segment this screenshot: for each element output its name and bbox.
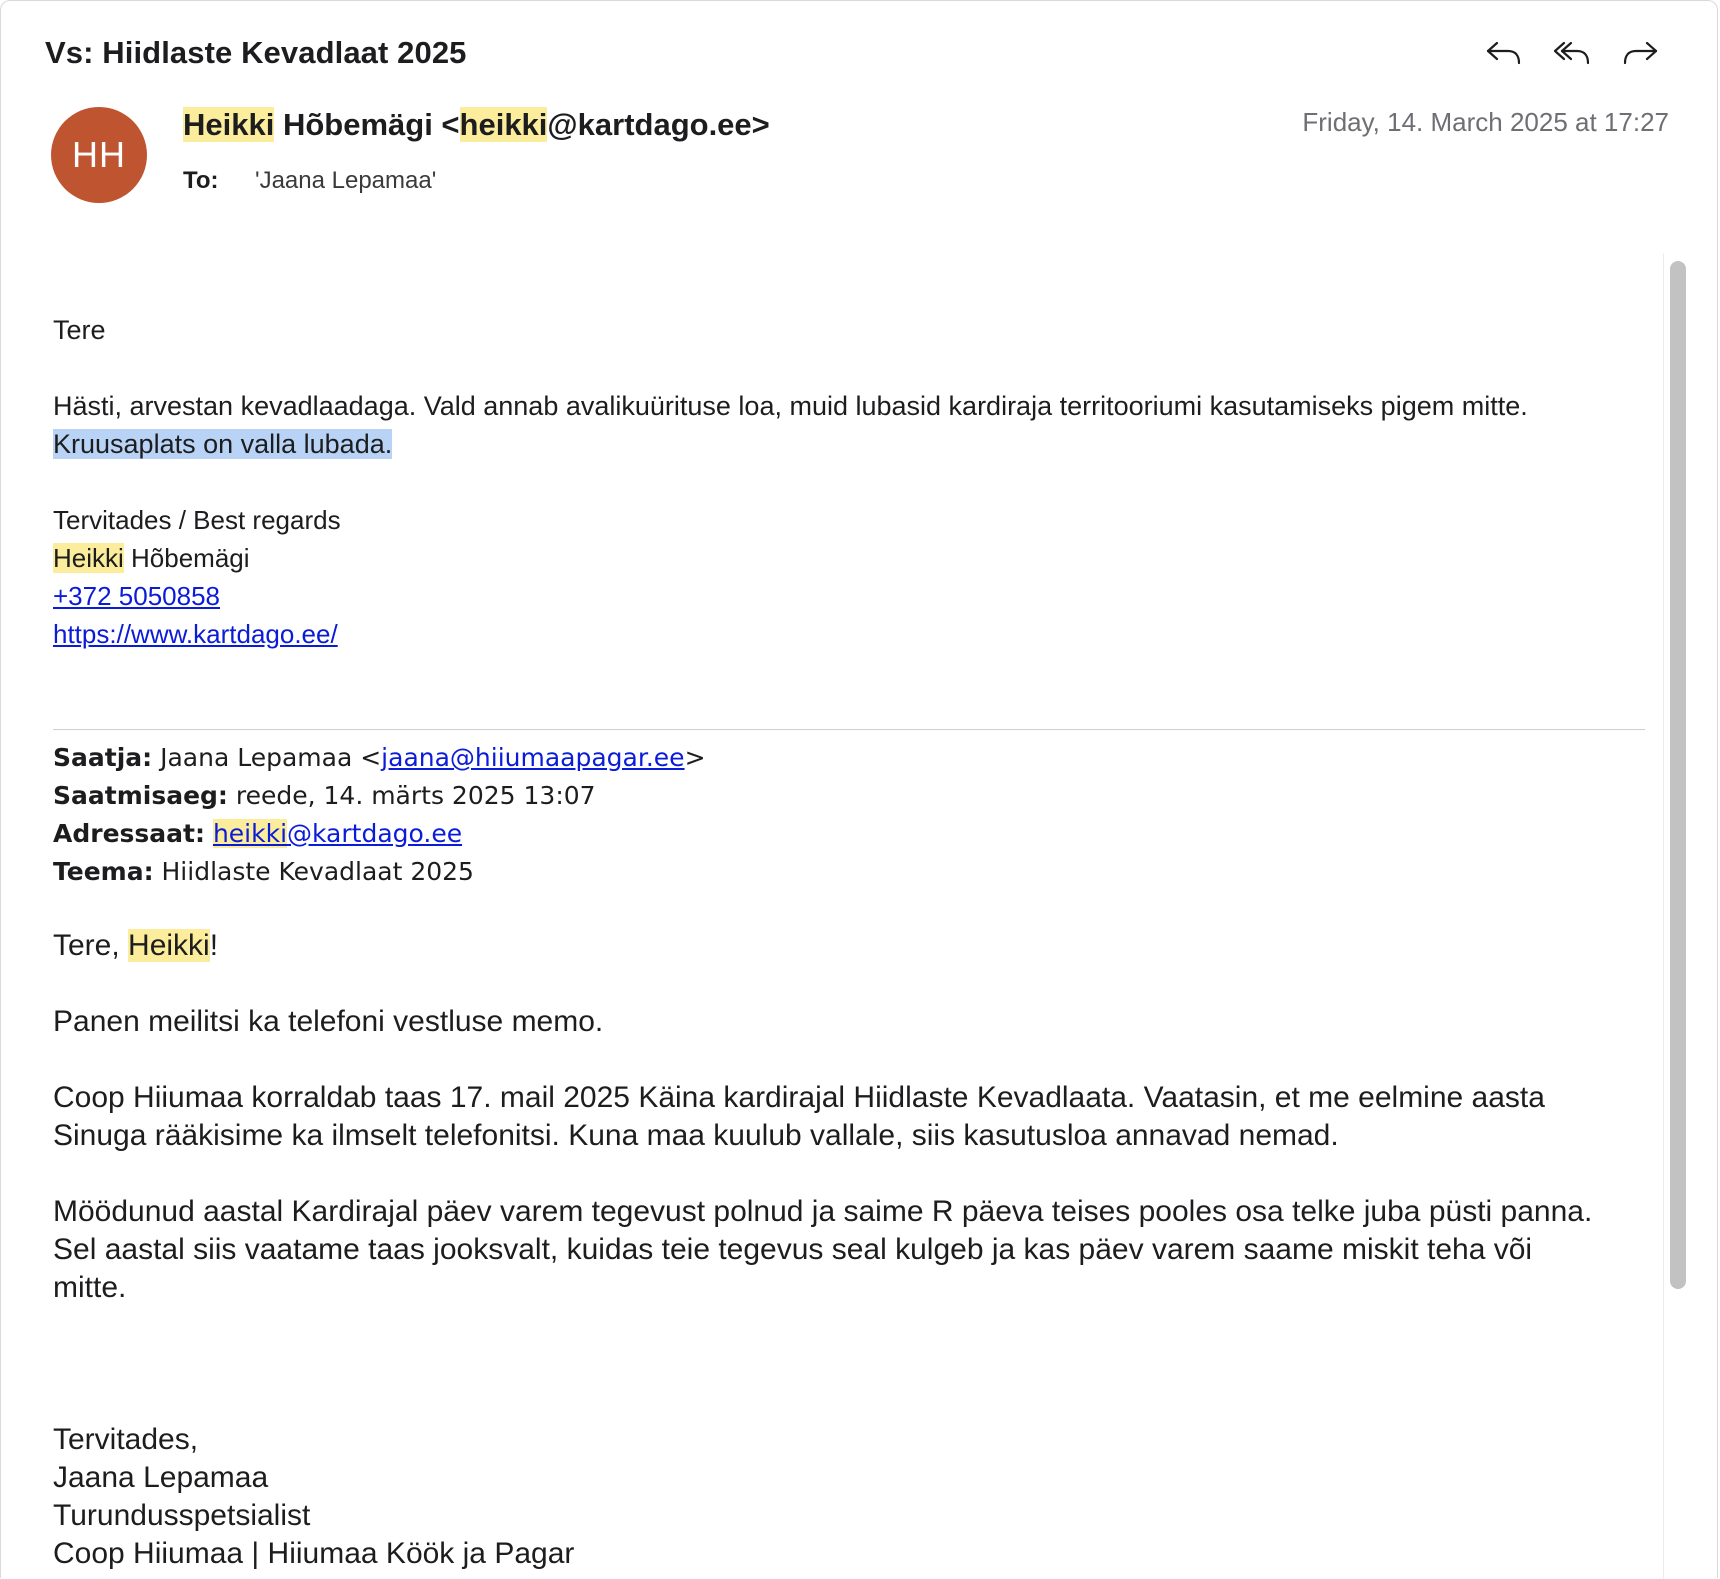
quoted-paragraph-3-line-1: Möödunud aastal Kardirajal päev varem tegevust polnud ja saime R päeva teises pooles osa telke juba püsti panna.: [53, 1195, 1593, 1228]
quoted-sig-name: Jaana Lepamaa: [53, 1461, 269, 1494]
quoted-to-email-user: heikki: [212, 819, 288, 848]
reply-all-button[interactable]: [1551, 35, 1593, 71]
sender-last-name: Hõbemägi <: [274, 107, 460, 142]
quoted-sig-title: Turundusspetsialist: [53, 1499, 311, 1532]
quoted-from: [53, 739, 706, 777]
forward-button[interactable]: [1619, 35, 1661, 71]
sig-last-name: Hõbemägi: [123, 543, 250, 573]
reply-sig-name: [53, 539, 250, 577]
sig-first-name: Heikki: [53, 543, 124, 573]
quoted-sent-value: reede, 14. märts 2025 13:07: [227, 781, 596, 810]
quoted-to: [53, 815, 462, 853]
reply-greeting: Tere: [53, 315, 106, 345]
quoted-subject-value: Hiidlaste Kevadlaat 2025: [153, 857, 474, 886]
sender-email-domain: @kartdago.ee>: [547, 107, 770, 142]
message-date: Friday, 14. March 2025 at 17:27: [1302, 107, 1669, 137]
reply-paragraph: Hästi, arvestan kevadlaadaga. Vald annab avalikuürituse loa, muid lubasid kardiraja territooriumi kasutamiseks pigem mitte.: [53, 391, 1528, 421]
sender-email-user: heikki: [459, 107, 548, 142]
reply-sig-phone-row: [53, 577, 220, 615]
quote-divider: [53, 729, 1645, 730]
quoted-paragraph-2-line-1: Coop Hiiumaa korraldab taas 17. mail 2025 Käina kardirajal Hiidlaste Kevadlaata. Vaatasin, et me eelmine aasta: [53, 1081, 1545, 1114]
quoted-paragraph-3-line-2: Sel aastal siis vaatame taas jooksvalt, kuidas teie tegevus seal kulgeb ja kas päev varem saame miskit teha või: [53, 1233, 1533, 1266]
scrollbar-thumb[interactable]: [1670, 261, 1686, 1289]
reply-icon: [1484, 37, 1524, 69]
reply-paragraph-line2: [53, 425, 392, 463]
quoted-sig-regards: Tervitades,: [53, 1423, 199, 1456]
quoted-from-label: Saatja:: [53, 743, 153, 772]
selected-text: Kruusaplats on valla lubada.: [53, 429, 393, 459]
quoted-greeting-post: !: [209, 929, 219, 962]
recipient-line: [183, 167, 436, 195]
quoted-paragraph-3-line-3: mitte.: [53, 1271, 127, 1304]
reply-all-icon: [1552, 37, 1592, 69]
avatar: HH: [51, 107, 147, 203]
sender-line[interactable]: [183, 107, 770, 143]
phone-link[interactable]: +372 5050858: [53, 581, 221, 611]
quoted-paragraph-1: Panen meilitsi ka telefoni vestluse memo.: [53, 1005, 604, 1038]
quoted-from-name: Jaana Lepamaa <: [152, 743, 382, 772]
quoted-to-label: Adressaat:: [53, 819, 205, 848]
quoted-to-email-domain: @kartdago.ee: [287, 819, 463, 848]
forward-icon: [1620, 37, 1660, 69]
quoted-sent-label: Saatmisaeg:: [53, 781, 228, 810]
quoted-greeting-pre: Tere,: [53, 929, 129, 962]
quoted-from-close: >: [684, 743, 706, 772]
quoted-greeting: [53, 927, 218, 965]
quoted-paragraph-2-line-2: Sinuga rääkisime ka ilmselt telefonitsi. Kuna maa kuulub vallale, siis kasutusloa annavad nemad.: [53, 1119, 1339, 1152]
to-recipient[interactable]: 'Jaana Lepamaa': [255, 167, 437, 194]
quoted-subject: [53, 853, 474, 891]
email-subject: Vs: Hiidlaste Kevadlaat 2025: [45, 35, 467, 70]
website-link[interactable]: https://www.kartdago.ee/: [53, 619, 338, 649]
message-actions: [1483, 35, 1661, 71]
quoted-sent: [53, 777, 596, 815]
quoted-to-email-link[interactable]: [213, 819, 462, 848]
reply-button[interactable]: [1483, 35, 1525, 71]
quoted-sig-company: Coop Hiiumaa | Hiiumaa Köök ja Pagar: [53, 1537, 575, 1570]
quoted-subject-label: Teema:: [53, 857, 154, 886]
reply-sig-url-row: [53, 615, 338, 653]
quoted-from-email-link[interactable]: jaana@hiiumaapagar.ee: [381, 743, 685, 772]
sender-first-name: Heikki: [183, 107, 275, 142]
reply-sig-regards: Tervitades / Best regards: [53, 505, 341, 535]
quoted-greeting-name: Heikki: [128, 929, 210, 962]
to-label: To:: [183, 167, 219, 194]
